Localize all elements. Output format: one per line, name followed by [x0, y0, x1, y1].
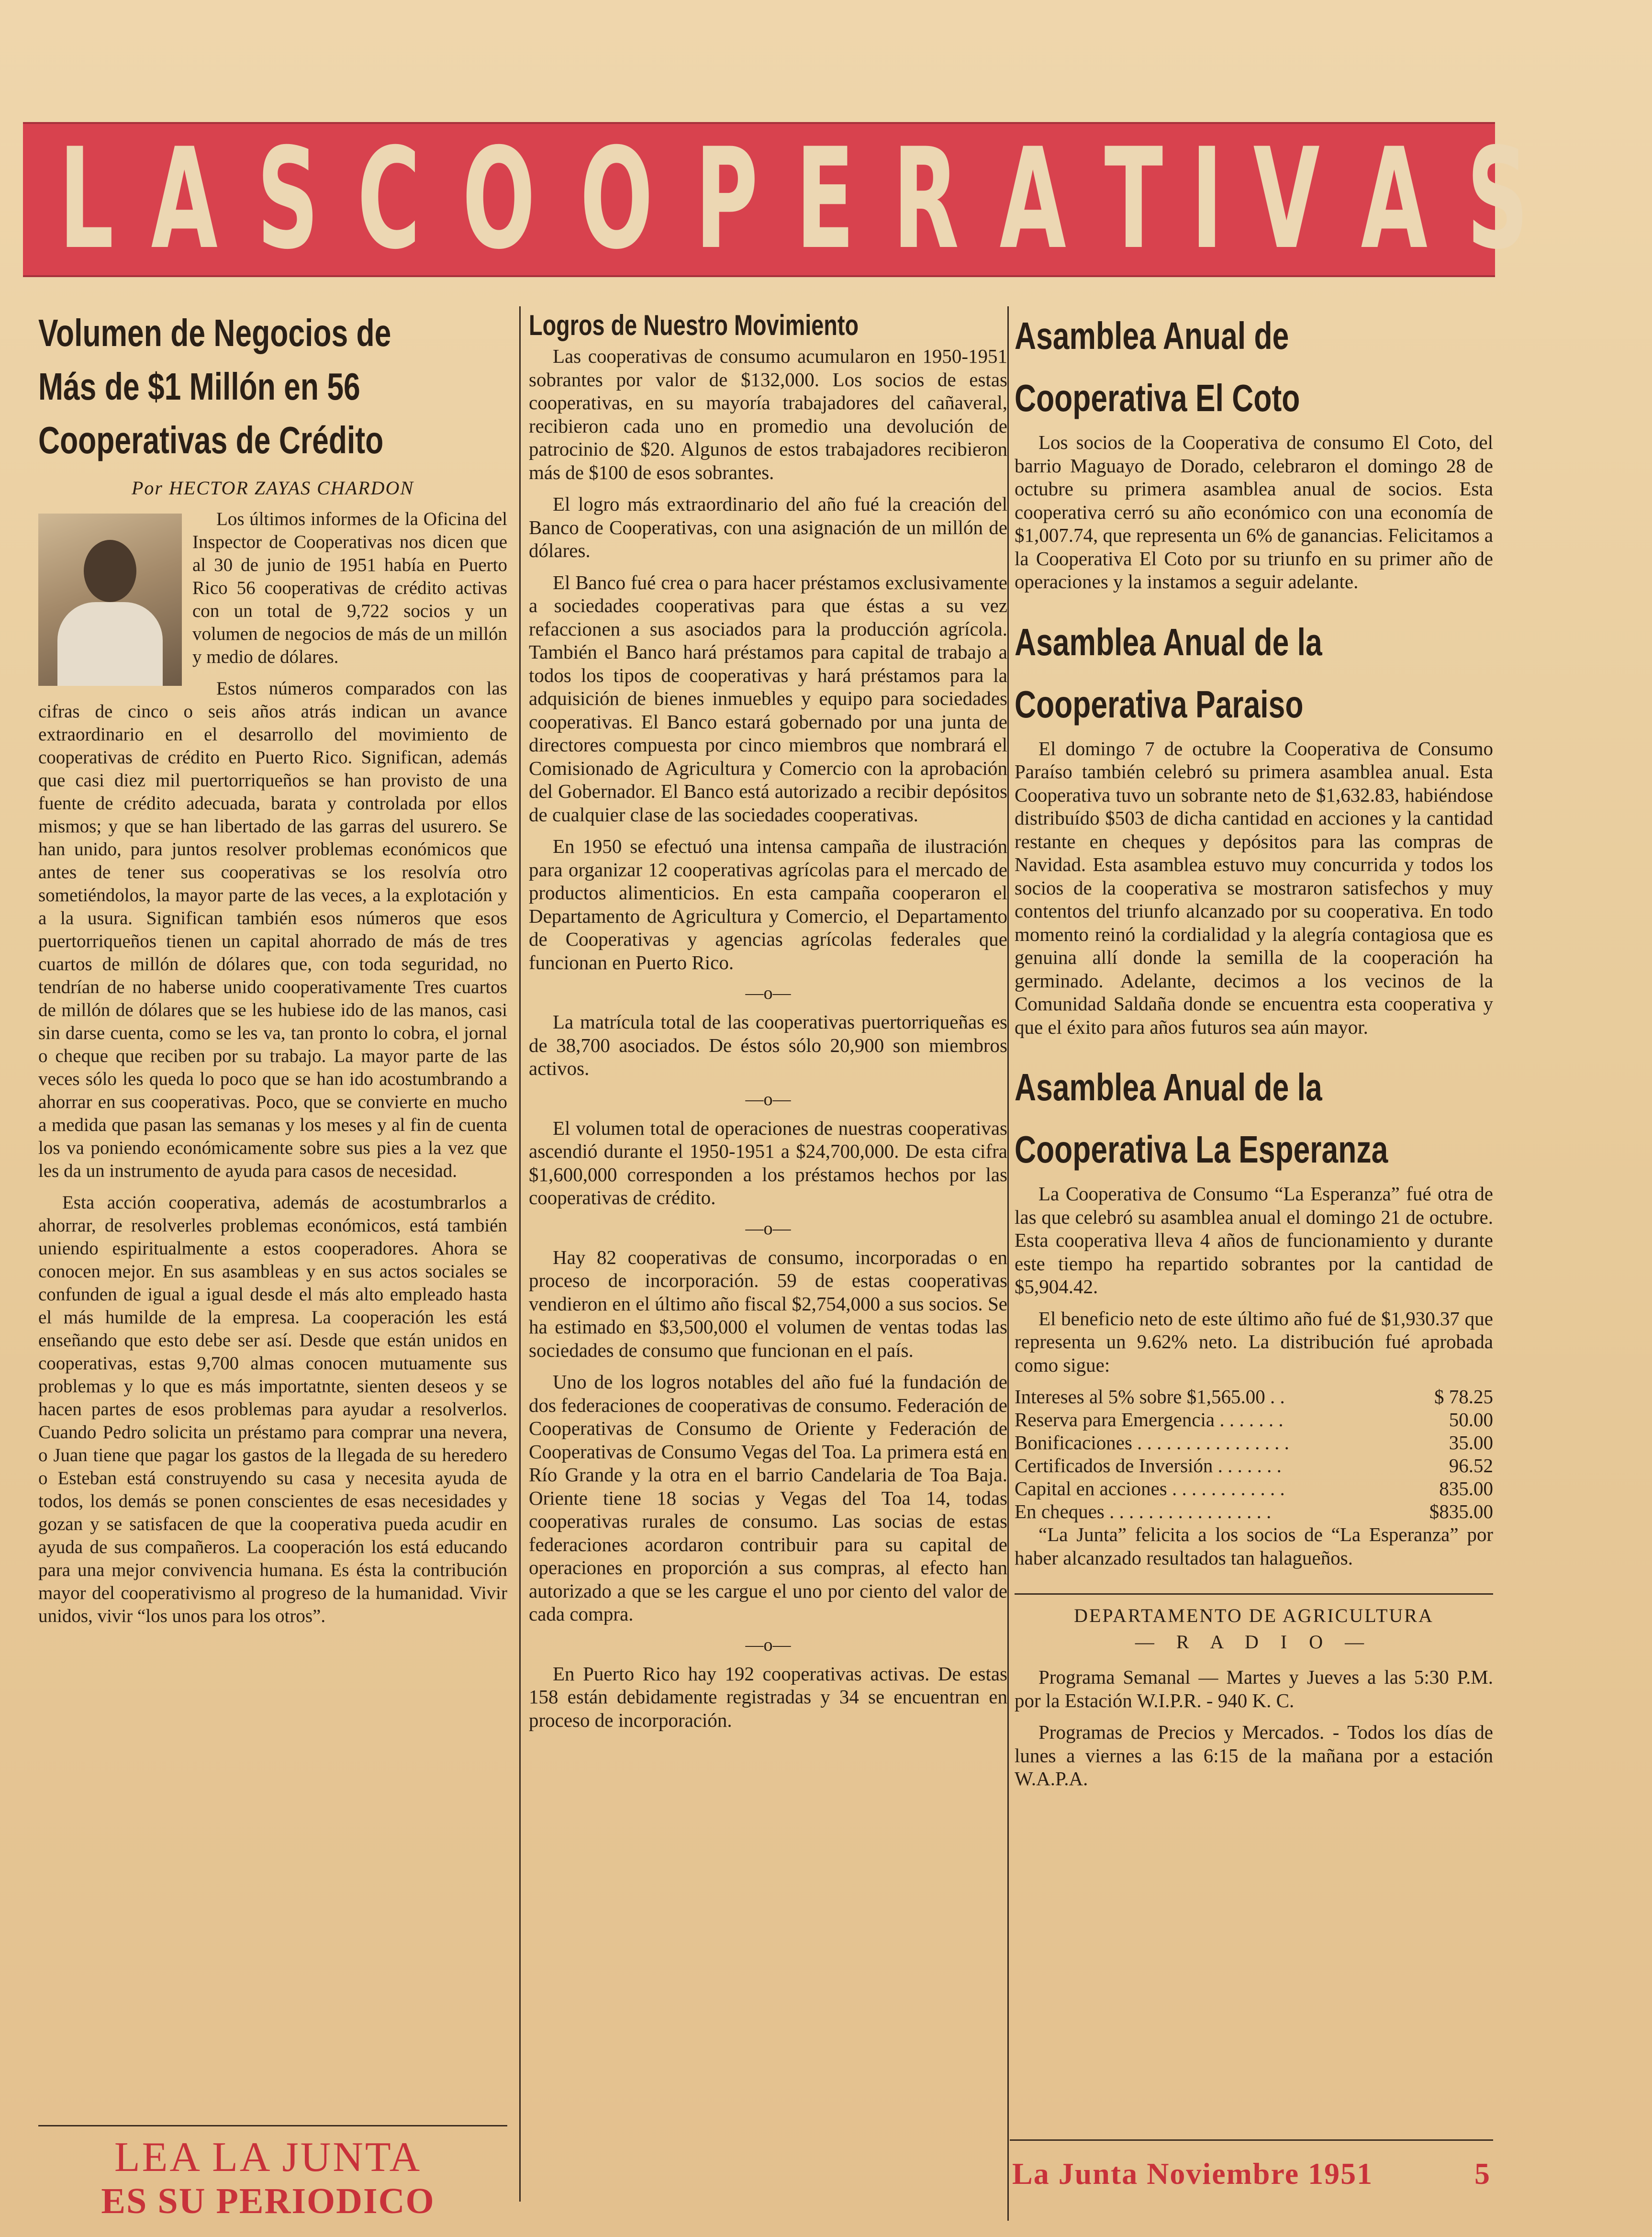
distribution-amount: 96.52: [1449, 1454, 1493, 1476]
distribution-row: [1015, 1477, 1493, 1500]
author-photo: [38, 514, 182, 686]
masthead-letter: A: [1361, 119, 1428, 280]
article-paragraph: Uno de los logros notables del año fué la fundación de dos federaciones de cooperativas de consumo. Federación de Cooperativas de Consumo de Oriente y Federación de Cooperativas de Consumo Vegas del Toa. La primera está en Río Grande y la otra en el barrio Candelaria de Toa Baja. Oriente tiene 18 socias y Vegas del Toa 14, todas cooperativas rurales de consumo. Las socias de estas federaciones acordaron contribuir para su capital de operaciones en proporción a sus compras, al efecto han autorizado a que se les cargue el uno por ciento del valor de cada compra.: [529, 1371, 1007, 1625]
separator: —o—: [745, 983, 791, 1003]
distribution-row: [1015, 1454, 1493, 1477]
headline-line: Cooperativa La Esperanza: [1015, 1128, 1388, 1171]
separator: —o—: [745, 1089, 791, 1109]
distribution-amount: 35.00: [1449, 1432, 1493, 1454]
headline-line: Volumen de Negocios de: [38, 312, 391, 354]
masthead-letter: L: [59, 119, 114, 280]
distribution-row: [1015, 1408, 1493, 1431]
masthead-letter: O: [462, 119, 536, 280]
radio-label: — R A D I O —: [1135, 1631, 1373, 1653]
article-headline: [1015, 1058, 1493, 1179]
article-paragraph: La Cooperativa de Consumo “La Esperanza” fué otra de las que celebró su asamblea anual el domingo 21 de octubre. Esta cooperativa lleva 4 años de funcionamiento y durante este tiempo ha repartido sobrantes por la cantidad de $5,904.42.: [1015, 1183, 1493, 1297]
masthead-letter: C: [357, 119, 421, 280]
distribution-row: [1015, 1385, 1493, 1408]
ad-line: ES SU PERIODICO: [101, 2181, 435, 2221]
distribution-amount: $835.00: [1429, 1500, 1493, 1522]
article-paragraph: En 1950 se efectuó una intensa campaña de ilustración para organizar 12 cooperativas agrícolas para el mercado de productos alimenticios. En esta campaña cooperaron el Departamento de Agricultura y Comercio, el Departamento de Cooperativas y agencias agrícolas federales que funcionan en Puerto Rico.: [529, 835, 1007, 973]
masthead-letter: S: [1466, 119, 1529, 280]
promo-ad: [77, 2135, 459, 2222]
masthead-letter: T: [1105, 119, 1163, 280]
distribution-table: [1015, 1385, 1493, 1523]
distribution-row: [1015, 1500, 1493, 1523]
masthead-letter: O: [580, 119, 654, 280]
article-paragraph: El logro más extraordinario del año fué la creación del Banco de Cooperativas, con una asignación de un millón de dólares.: [529, 493, 1007, 561]
headline-line: Asamblea Anual de la: [1015, 1066, 1322, 1108]
page-number: 5: [1474, 2157, 1491, 2191]
article-paragraph: Esta acción cooperativa, además de acostumbrarlos a ahorrar, de resolverles problemas económicos, está también uniendo espiritualmente a estos cooperadores. Ahora se conocen mejor. En sus asambleas y en sus actos sociales se confunden de igual a igual desde el más alto empleado hasta el más humilde de la empresa. La cooperación les está enseñando que esto debe ser así. Desde que están unidos en cooperativas, estas 9,700 almas conocen mutuamente sus problemas y lo que es más importatnte, sienten deseos y se hacen partes de esos problemas para ayudar a resolverlos. Cuando Pedro solicita un préstamo para comprar una nevera, o Juan tiene que pagar los gastos de la llegada de su heredero o Esteban está construyendo su casa y necesita ayuda de todos, los demás se ponen conscientes de esas necesidades y gozan y se satisfacen de que la cooperativa pueda acudir en ayuda de sus compañeros. La cooperación los está educando para una mejor convivencia humana. Es ésta la contribución mayor del cooperativismo al progreso de la humanidad. Vivir unidos, vivir “los unos para los otros”.: [38, 1192, 507, 1626]
distribution-label: Capital en acciones . . . . . . . . . . . .: [1015, 1477, 1285, 1499]
masthead-letter: A: [999, 119, 1066, 280]
distribution-amount: $ 78.25: [1434, 1386, 1493, 1408]
article-paragraph: Estos números comparados con las cifras de cinco o seis años atrás indican un avance extraordinario en el desarrollo del movimiento de cooperativas de crédito en Puerto Rico. Significan, además que casi diez mil puertorriqueños se han provisto de una fuente de crédito adecuada, barata y controlada por ellos mismos; y que se han libertado de las garras del usurero. Se han unido, para juntos resolver problemas económicos que antes de tener sus cooperativas se los resolvía otro sometiéndolos, la mayor parte de las veces, a la explotación y a la usura. Significan también esos números que esos puertorriqueños tienen un capital ahorrado de más de tres cuartos de millón de dólares que, con toda seguridad, no tendrían de no haberse unido cooperativamente Tres cuartos de millón de dólares que se les hubiese ido de las manos, casi sin darse cuenta, como se les va, tan pronto lo cobra, el jornal o cheque que reciben por su trabajo. La mayor parte de las veces sólo les queda lo poco que se han ido acostumbrando a ahorrar en sus cooperativas. Poco, que se convierte en mucho a medida que pasan las semanas y los meses y al fin de cuenta los va poniendo económicamente sobre sus pies a la vez que les da un instrumento de ayuda para casos de necesidad.: [38, 678, 507, 1181]
column-rule: [1007, 306, 1009, 2221]
column-2: [529, 306, 1007, 1740]
masthead: [23, 119, 1529, 280]
article-paragraph: Las cooperativas de consumo acumularon en 1950-1951 sobrantes por valor de $132,000. Los socios de estas cooperativas, en su mayoría trabajadores del cañaveral, recibieron cada uno en promedio una devolución de patrocinio de $20. Algunos de estos trabajadores recibieron más de $100 de esos sobrantes.: [529, 345, 1007, 483]
radio-paragraph: Programa Semanal — Martes y Jueves a las 5:30 P.M. por la Estación W.I.P.R. - 940 K. C.: [1015, 1666, 1493, 1711]
distribution-label: Reserva para Emergencia . . . . . . .: [1015, 1409, 1284, 1431]
headline-line: Cooperativas de Crédito: [38, 419, 384, 461]
distribution-label: Intereses al 5% sobre $1,565.00 . .: [1015, 1386, 1285, 1408]
folio: [1012, 2156, 1491, 2192]
photo-head: [84, 540, 136, 602]
article-headline: [1015, 613, 1493, 734]
article-paragraph: Hay 82 cooperativas de consumo, incorporadas o en proceso de incorporación. 59 de estas cooperativas vendieron en el último año fiscal $2,754,000 a sus socios. Se ha estimado en $3,500,000 el volumen de ventas todas las sociedades de consumo que funcionan en el país.: [529, 1246, 1007, 1361]
folio-publication: La Junta Noviembre 1951: [1012, 2157, 1373, 2191]
article-paragraph: Los últimos informes de la Oficina del Inspector de Cooperativas nos dicen que al 30 de junio de 1951 había en Puerto Rico 56 cooperativas de crédito activas con un total de 9,722 socios y un volumen de negocios de más de un millón y medio de dólares.: [192, 509, 507, 667]
article-paragraph: El beneficio neto de este último año fué de $1,930.37 que representa un 9.62% neto. La distribución fué aprobada como sigue:: [1015, 1307, 1493, 1376]
ad-line: LEA LA JUNTA: [114, 2134, 422, 2181]
photo-body: [57, 602, 163, 686]
distribution-label: Bonificaciones . . . . . . . . . . . . . . . .: [1015, 1432, 1289, 1454]
article-paragraph: En Puerto Rico hay 192 cooperativas activas. De estas 158 están debidamente registradas y 34 se encuentran en proceso de incorporación.: [529, 1662, 1007, 1731]
distribution-label: Certificados de Inversión . . . . . . .: [1015, 1454, 1282, 1476]
divider: [1010, 2139, 1493, 2141]
headline-line: Cooperativa Paraiso: [1015, 682, 1304, 726]
radio-department: DEPARTAMENTO DE AGRICULTURA: [1074, 1605, 1434, 1626]
article-paragraph: El Banco fué crea o para hacer préstamos exclusivamente a sociedades cooperativas para que éstas a su vez refaccionen a sus asociados para la producción agrícola. También el Banco hará préstamos para capital de trabajo a todos los tipos de cooperativas y hará préstamos para la adquisición de bienes inmuebles y equipo para sociedades cooperativas. El Banco estará gobernado por una junta de directores compuesta por cinco miembros que nombrará el Comisionado de Agricultura y Comercio con la aprobación del Gobernador. El Banco está autorizado a recibir depósitos de cualquier clase de las sociedades cooperativas.: [529, 571, 1007, 826]
distribution-row: [1015, 1431, 1493, 1454]
separator: —o—: [745, 1218, 791, 1239]
masthead-letter: A: [151, 119, 218, 280]
masthead-letter: V: [1253, 119, 1320, 280]
column-rule: [519, 306, 521, 2202]
article-headline: Logros de Nuestro Movimiento: [529, 309, 859, 341]
separator: —o—: [745, 1634, 791, 1655]
article-headline: [1015, 306, 1493, 428]
radio-paragraph: Programas de Precios y Mercados. - Todos los días de lunes a viernes a las 6:15 de la mañana por a estación W.A.P.A.: [1015, 1721, 1493, 1790]
byline: Por HECTOR ZAYAS CHARDON: [131, 477, 414, 499]
article-paragraph: El domingo 7 de octubre la Cooperativa de Consumo Paraíso también celebró su primera asamblea anual. Esta Cooperativa tuvo un sobrante neto de $1,632.83, habiéndose distribuído $503 de dicha cantidad en acciones y la cantidad restante en cheques y depósitos para las compras de Navidad. Esta asamblea estuvo muy concurrida y todos los socios de la cooperativa se mostraron satisfechos y muy contentos del triunfo alcanzado por su cooperativa. En todo momento reinó la cordialidad y la alegría contagiosa que es genuina allí donde la semilla de la cooperación ha germinado. Adelante, decimos a los vecinos de la Comunidad Saldaña donde se encuentra esta cooperativa y que el éxito para años futuros sea aún mayor.: [1015, 737, 1493, 1038]
masthead-letter: S: [257, 119, 319, 280]
masthead-letter: E: [795, 119, 855, 280]
distribution-amount: 835.00: [1439, 1477, 1493, 1499]
article-headline: [38, 306, 507, 467]
article-paragraph: “La Junta” felicita a los socios de “La Esperanza” por haber alcanzado resultados tan halagueños.: [1015, 1523, 1493, 1569]
divider: [1015, 1593, 1493, 1595]
masthead-letter: P: [695, 119, 759, 280]
divider: [38, 2125, 507, 2126]
distribution-amount: 50.00: [1449, 1409, 1493, 1431]
column-1: [38, 306, 507, 1636]
article-paragraph: La matrícula total de las cooperativas puertorriqueñas es de 38,700 asociados. De éstos sólo 20,900 son miembros activos.: [529, 1011, 1007, 1079]
headline-line: Asamblea Anual de: [1015, 314, 1289, 357]
headline-line: Más de $1 Millón en 56: [38, 365, 360, 408]
headline-line: Asamblea Anual de la: [1015, 620, 1322, 663]
masthead-letter: R: [893, 119, 959, 280]
article-paragraph: El volumen total de operaciones de nuestras cooperativas ascendió durante el 1950-1951 a $24,700,000. De esta cifra $1,600,000 corresponden a los préstamos hechos por las cooperativas de crédito.: [529, 1117, 1007, 1208]
masthead-letter: I: [1191, 119, 1223, 280]
article-paragraph: Los socios de la Cooperativa de consumo El Coto, del barrio Maguayo de Dorado, celebraron el domingo 28 de octubre su primera asamblea anual de socios. Esta cooperativa cerró su año económico con una economía de $1,007.74, que representa un 6% de ganancias. Felicitamos a la Cooperativa El Coto por su triunfo en su primer año de operaciones y la instamos a seguir adelante.: [1015, 431, 1493, 593]
headline-line: Cooperativa El Coto: [1015, 377, 1300, 419]
column-3: [1015, 306, 1493, 1799]
distribution-label: En cheques . . . . . . . . . . . . . . . . .: [1015, 1500, 1272, 1522]
